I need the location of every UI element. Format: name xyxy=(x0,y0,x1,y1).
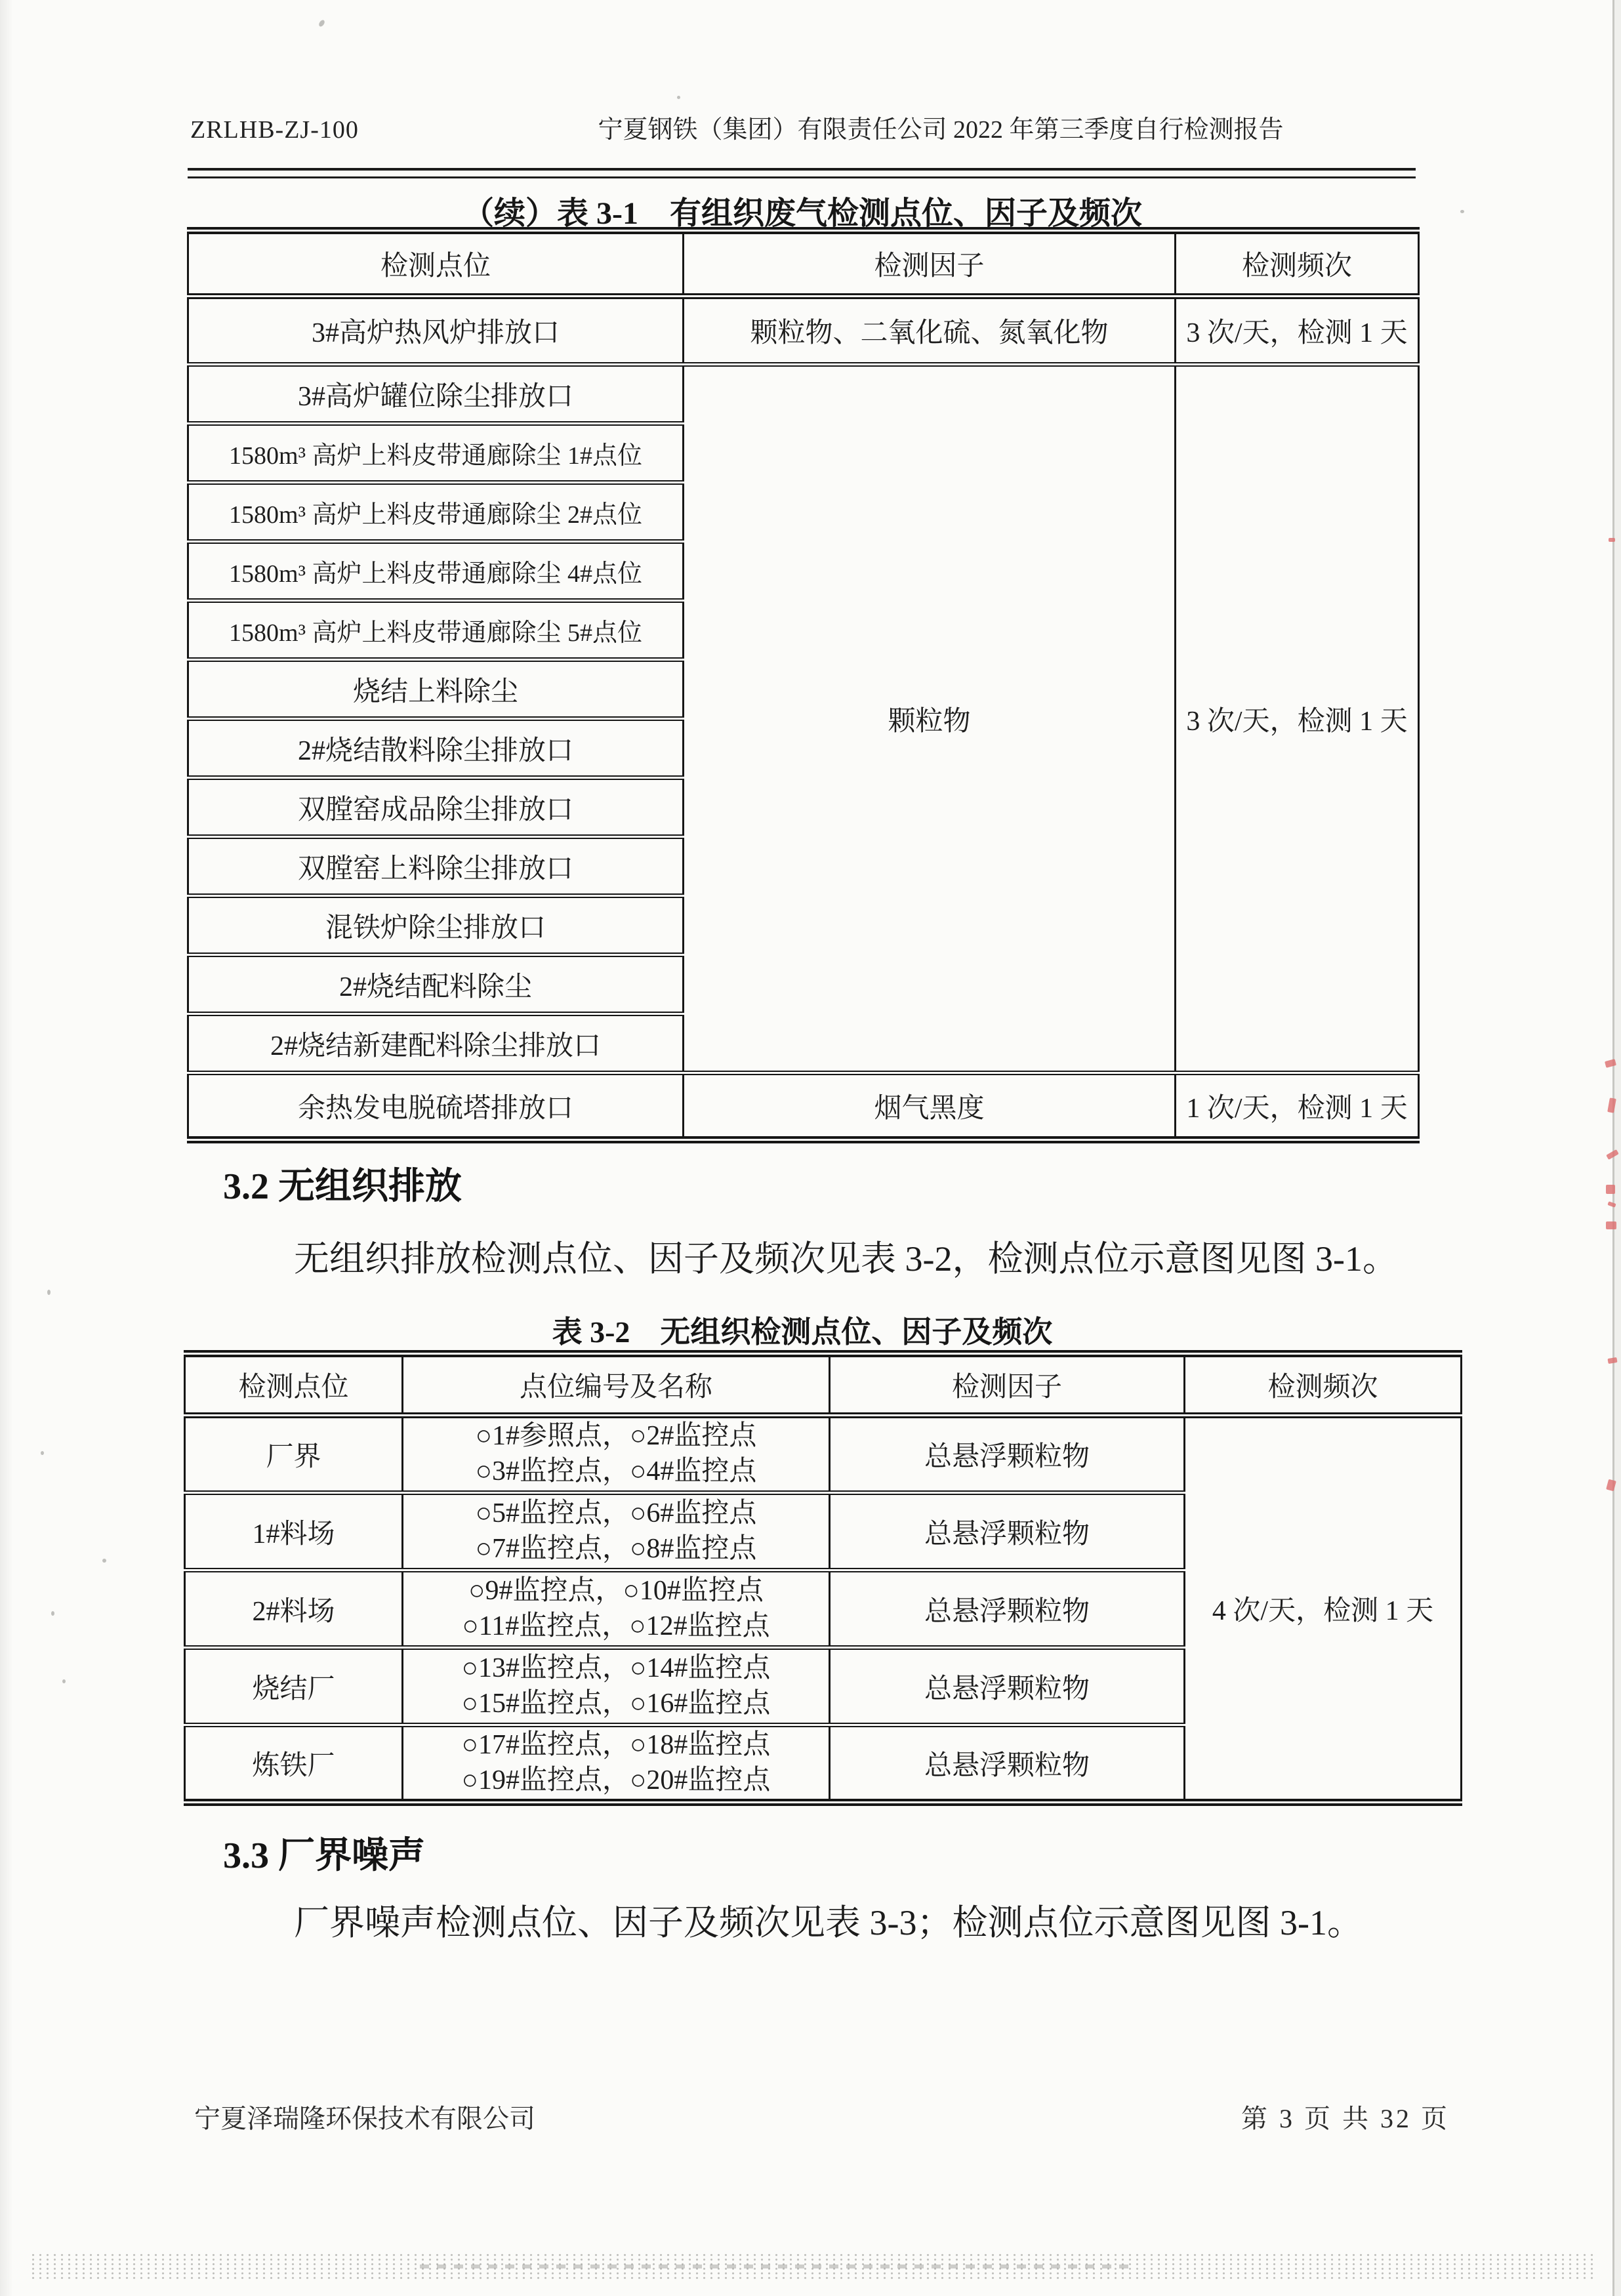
table1-header-factor: 检测因子 xyxy=(684,231,1176,297)
monitoring-point-cell: 1580m³ 高炉上料皮带通廊除尘 2#点位 xyxy=(188,483,684,542)
point-codes-line: ○1#参照点，○2#监控点 xyxy=(475,1421,757,1452)
table2-header-factor: 检测因子 xyxy=(830,1354,1185,1416)
factor-cell: 总悬浮颗粒物 xyxy=(830,1493,1185,1570)
section-3-3-paragraph: 厂界噪声检测点位、因子及频次见表 3-3；检测点位示意图见图 3-1。 xyxy=(294,1903,1363,1942)
table-row xyxy=(185,1416,1462,1493)
scan-speck xyxy=(1460,210,1464,213)
monitoring-point-cell: 双膛窑上料除尘排放口 xyxy=(188,837,684,896)
table-row xyxy=(188,1073,1419,1140)
table-3-2 xyxy=(184,1350,1462,1806)
monitoring-point-cell: 3#高炉罐位除尘排放口 xyxy=(188,365,684,424)
scan-speck xyxy=(51,1611,54,1616)
table-row xyxy=(188,365,1419,424)
monitoring-point-cell: 2#烧结散料除尘排放口 xyxy=(188,719,684,778)
table2-header-row xyxy=(185,1354,1462,1416)
monitoring-point-cell: 2#烧结新建配料除尘排放口 xyxy=(188,1014,684,1073)
page-header xyxy=(190,109,1416,145)
monitoring-point-cell: 3#高炉热风炉排放口 xyxy=(188,297,684,365)
point-codes-cell xyxy=(403,1416,830,1493)
merged-frequency-cell: 4 次/天，检测 1 天 xyxy=(1185,1416,1462,1803)
point-codes-line: ○11#监控点，○12#监控点 xyxy=(462,1610,770,1641)
table-row xyxy=(188,297,1419,365)
table1-header-freq: 检测频次 xyxy=(1176,231,1419,297)
point-codes-line: ○7#监控点，○8#监控点 xyxy=(475,1533,757,1564)
table1-caption: （续）表 3-1 有组织废气检测点位、因子及频次 xyxy=(462,196,1142,231)
monitoring-point-cell: 双膛窑成品除尘排放口 xyxy=(188,778,684,837)
document-code: ZRLHB-ZJ-100 xyxy=(190,116,359,144)
scan-left-edge-shade xyxy=(0,0,13,2296)
point-codes-line: ○5#监控点，○6#监控点 xyxy=(475,1498,757,1528)
factor-cell: 总悬浮颗粒物 xyxy=(830,1570,1185,1648)
section-3-2-paragraph: 无组织排放检测点位、因子及频次见表 3-2，检测点位示意图见图 3-1。 xyxy=(294,1239,1398,1279)
area-cell: 2#料场 xyxy=(185,1570,403,1648)
monitoring-point-cell: 2#烧结配料除尘 xyxy=(188,955,684,1014)
monitoring-point-cell: 1580m³ 高炉上料皮带通廊除尘 1#点位 xyxy=(188,424,684,483)
frequency-cell: 3 次/天，检测 1 天 xyxy=(1176,297,1419,365)
red-scan-mark xyxy=(1609,538,1615,542)
factor-cell: 总悬浮颗粒物 xyxy=(830,1416,1185,1493)
merged-frequency-cell: 3 次/天，检测 1 天 xyxy=(1176,365,1419,1073)
table2-header-freq: 检测频次 xyxy=(1185,1354,1462,1416)
factor-cell: 颗粒物、二氧化硫、氮氧化物 xyxy=(684,297,1176,365)
point-codes-cell xyxy=(403,1648,830,1725)
table-3-1 xyxy=(187,227,1420,1143)
point-codes-line: ○19#监控点，○20#监控点 xyxy=(461,1765,771,1795)
scan-speck xyxy=(62,1679,66,1683)
table2-header-code: 点位编号及名称 xyxy=(403,1354,830,1416)
header-rule xyxy=(188,168,1416,178)
table1-header-point: 检测点位 xyxy=(188,231,684,297)
point-codes-line: ○15#监控点，○16#监控点 xyxy=(461,1688,771,1719)
footer-company: 宁夏泽瑞隆环保技术有限公司 xyxy=(194,2104,535,2133)
monitoring-point-cell: 烧结上料除尘 xyxy=(188,660,684,719)
merged-factor-cell: 颗粒物 xyxy=(684,365,1176,1073)
area-cell: 1#料场 xyxy=(185,1493,403,1570)
monitoring-point-cell: 1580m³ 高炉上料皮带通廊除尘 5#点位 xyxy=(188,601,684,660)
point-codes-line: ○17#监控点，○18#监控点 xyxy=(461,1729,771,1760)
scan-speck xyxy=(318,19,325,28)
point-codes-cell xyxy=(403,1570,830,1648)
document-title: 宁夏钢铁（集团）有限责任公司 2022 年第三季度自行检测报告 xyxy=(598,116,1284,144)
area-cell: 厂界 xyxy=(185,1416,403,1493)
scan-speck xyxy=(102,1559,106,1563)
table1-header-row xyxy=(188,231,1419,297)
area-cell: 炼铁厂 xyxy=(185,1725,403,1803)
red-scan-mark xyxy=(1606,1185,1615,1194)
scan-right-edge-shade xyxy=(1614,0,1621,2296)
scan-bottom-noise-dash xyxy=(420,2265,1128,2268)
monitoring-point-cell: 混铁炉除尘排放口 xyxy=(188,896,684,955)
factor-cell: 总悬浮颗粒物 xyxy=(830,1725,1185,1803)
table2-caption: 表 3-2 无组织检测点位、因子及频次 xyxy=(552,1315,1053,1349)
scan-speck xyxy=(677,96,680,99)
monitoring-point-cell: 余热发电脱硫塔排放口 xyxy=(188,1073,684,1140)
factor-cell: 烟气黑度 xyxy=(684,1073,1176,1140)
point-codes-cell xyxy=(403,1725,830,1803)
section-3-3-heading: 3.3 厂界噪声 xyxy=(223,1835,425,1876)
frequency-cell: 1 次/天，检测 1 天 xyxy=(1176,1073,1419,1140)
table2-header-point: 检测点位 xyxy=(185,1354,403,1416)
area-cell: 烧结厂 xyxy=(185,1648,403,1725)
point-codes-cell xyxy=(403,1493,830,1570)
scan-speck xyxy=(47,1290,51,1295)
scan-speck xyxy=(41,1451,44,1455)
point-codes-line: ○13#监控点，○14#监控点 xyxy=(461,1652,771,1683)
section-3-2-heading: 3.2 无组织排放 xyxy=(223,1166,462,1207)
red-scan-mark xyxy=(1606,1221,1616,1229)
monitoring-point-cell: 1580m³ 高炉上料皮带通廊除尘 4#点位 xyxy=(188,542,684,601)
footer-page-number: 第 3 页 共 32 页 xyxy=(1241,2104,1450,2133)
point-codes-line: ○9#监控点，○10#监控点 xyxy=(468,1575,764,1606)
factor-cell: 总悬浮颗粒物 xyxy=(830,1648,1185,1725)
point-codes-line: ○3#监控点，○4#监控点 xyxy=(475,1456,757,1486)
